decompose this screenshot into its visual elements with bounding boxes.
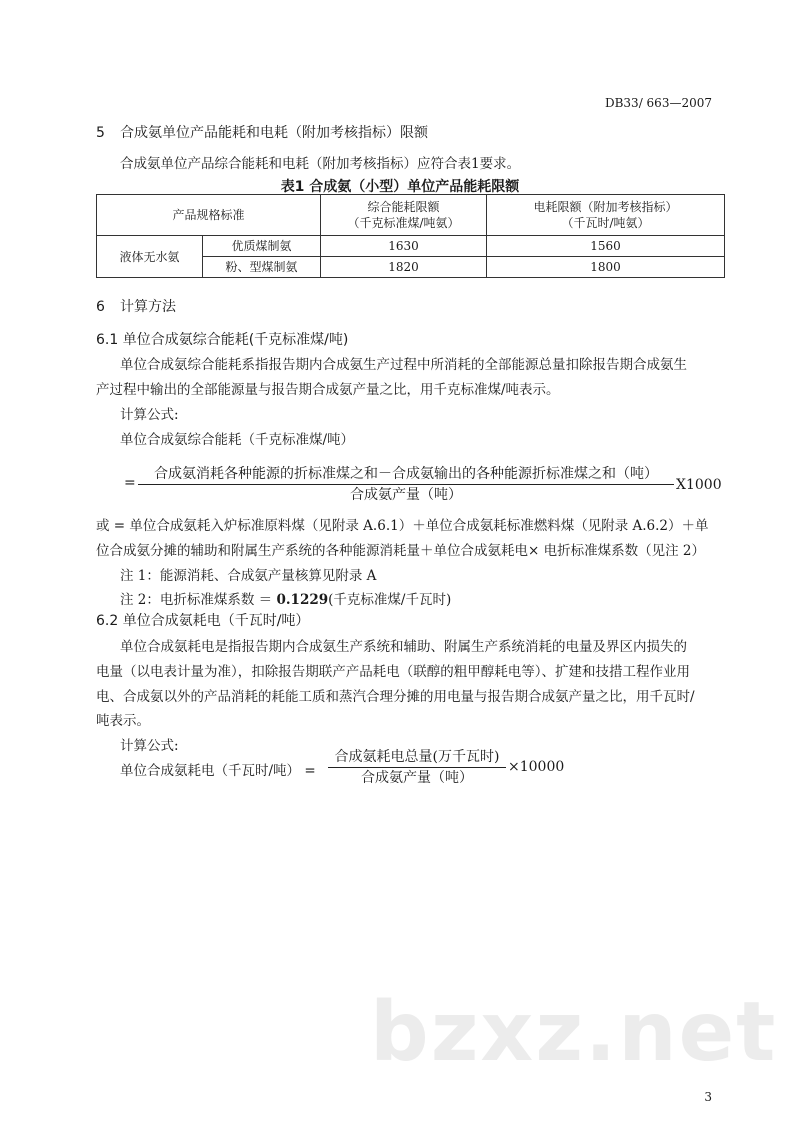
header-electricity [487, 195, 725, 236]
group-cell: 液体无水氨 [97, 236, 203, 278]
section-6-1-heading: 6.1 单位合成氨综合能耗(千克标准煤/吨) [96, 332, 349, 348]
table-1 [96, 194, 725, 278]
s61-formula-label: 计算公式: [120, 407, 179, 423]
formula-1-bar [138, 484, 674, 485]
note-1: 注 1：能源消耗、合成氨产量核算见附录 A [120, 568, 377, 584]
formula-1-fraction [138, 465, 674, 504]
formula-1-denominator: 合成氨产量（吨） [350, 487, 462, 503]
note-2-unit: (千克标准煤/千瓦时) [328, 592, 452, 608]
doc-code: DB33/ 663—2007 [604, 96, 712, 110]
s61-para-line2: 产过程中输出的全部能源量与报告期合成氨产量之比，用千克标准煤/吨表示。 [96, 382, 560, 398]
header-elec-line2: （千瓦时/吨氨） [561, 216, 650, 230]
formula-2-lhs: 单位合成氨耗电（千瓦时/吨） = [120, 763, 316, 779]
alt-formula-line2: 位合成氨分摊的辅助和附属生产系统的各种能源消耗量＋单位合成氨耗电× 电折标准煤系数（见注 2） [96, 543, 705, 559]
table-row [97, 236, 725, 257]
formula-1-equals: = [124, 475, 136, 491]
section-5-heading [96, 122, 428, 142]
section-6-heading [96, 296, 176, 316]
section-6-title: 计算方法 [120, 299, 176, 315]
header-energy-line1: 综合能耗限额 [367, 200, 440, 214]
type-cell: 粉、型煤制氨 [203, 257, 321, 278]
header-energy [321, 195, 487, 236]
note-2-value: 0.1229 [276, 592, 329, 608]
s61-formula-lhs: 单位合成氨综合能耗（千克标准煤/吨） [120, 432, 355, 448]
section-5-title: 合成氨单位产品能耗和电耗（附加考核指标）限额 [120, 125, 428, 141]
s62-para-line3: 电、合成氨以外的产品消耗的耗能工质和蒸汽合理分摊的用电量与报告期合成氨产量之比，用千瓦时/ [96, 689, 695, 705]
energy-cell: 1820 [321, 257, 487, 278]
table-1-caption: 表1 合成氨（小型）单位产品能耗限额 [280, 179, 520, 195]
formula-1-multiplier: X1000 [676, 477, 722, 493]
section-6-2-heading: 6.2 单位合成氨耗电（千瓦时/吨） [96, 613, 310, 629]
formula-2-numerator: 合成氨耗电总量(万千瓦时) [334, 749, 500, 765]
section-5-paragraph: 合成氨单位产品综合能耗和电耗（附加考核指标）应符合表1要求。 [120, 156, 521, 172]
header-spec: 产品规格标准 [97, 195, 321, 236]
formula-2-bar [328, 767, 506, 768]
s61-para-line1: 单位合成氨综合能耗系指报告期内合成氨生产过程中所消耗的全部能源总量扣除报告期合成氨生 [120, 357, 687, 373]
s62-para-line4: 吨表示。 [96, 713, 150, 729]
formula-2-fraction [328, 748, 506, 787]
formula-2-multiplier: ×10000 [508, 759, 565, 775]
s62-para-line1: 单位合成氨耗电是指报告期内合成氨生产系统和辅助、附属生产系统消耗的电量及界区内损失的 [120, 639, 687, 655]
type-cell: 优质煤制氨 [203, 236, 321, 257]
formula-1-numerator: 合成氨消耗各种能源的折标准煤之和－合成氨输出的各种能源折标准煤之和（吨） [154, 466, 658, 482]
elec-cell: 1560 [487, 236, 725, 257]
section-6-number: 6 [96, 299, 105, 315]
note-2-prefix: 注 2：电折标准煤系数 ＝ [120, 592, 273, 608]
section-5-number: 5 [96, 125, 105, 141]
watermark: bzxz.net [370, 985, 778, 1080]
alt-formula-line1: 或 = 单位合成氨耗入炉标准原料煤（见附录 A.6.1）＋单位合成氨耗标准燃料煤（见附录 A.6.2）＋单 [96, 518, 709, 534]
s62-para-line2: 电量（以电表计量为准），扣除报告期联产产品耗电（联醇的粗甲醇耗电等）、扩建和技措工程作业用 [96, 664, 690, 680]
header-energy-line2: （千克标准煤/吨氨） [347, 216, 460, 230]
note-2 [120, 588, 451, 608]
energy-cell: 1630 [321, 236, 487, 257]
formula-2-denominator: 合成氨产量（吨） [361, 770, 473, 786]
page-number: 3 [704, 1090, 712, 1104]
header-elec-line1: 电耗限额（附加考核指标） [533, 200, 678, 214]
s62-formula-label: 计算公式: [120, 738, 179, 754]
elec-cell: 1800 [487, 257, 725, 278]
